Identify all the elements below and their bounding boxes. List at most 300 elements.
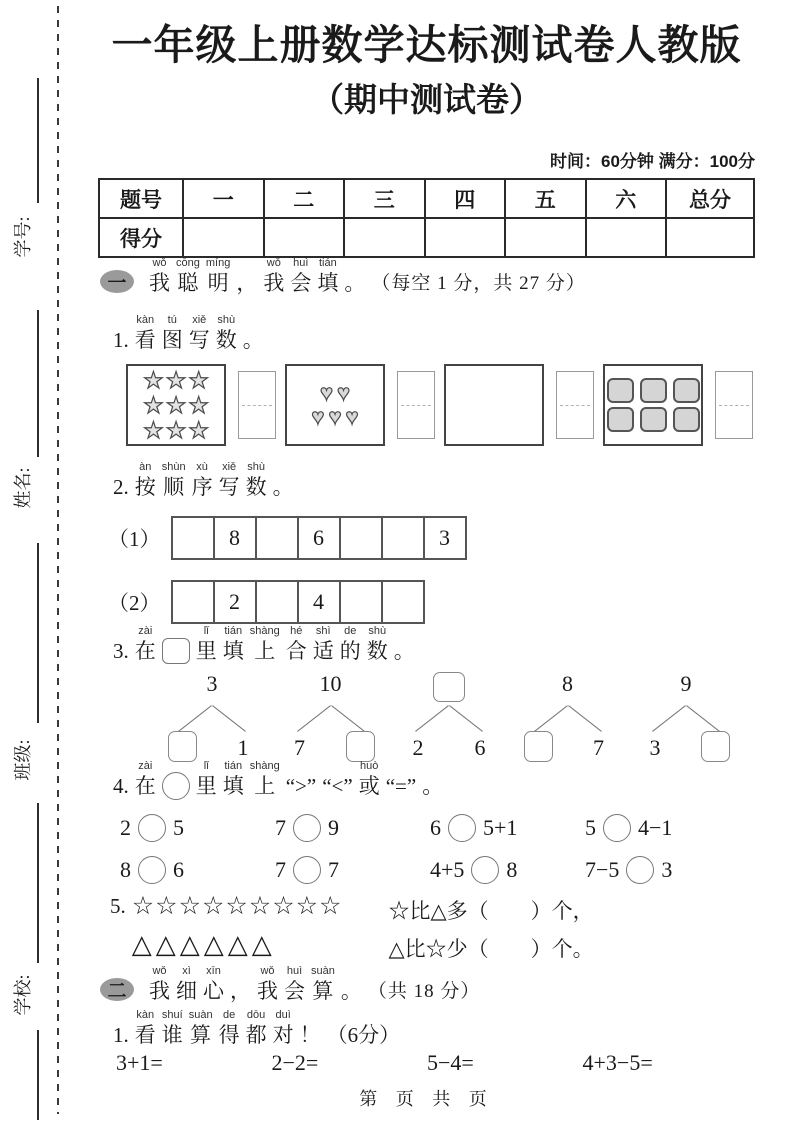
sequence-row	[108, 516, 467, 560]
star-icon: ★	[188, 367, 209, 393]
biscuit-icon	[640, 407, 667, 432]
hanzi-text: 会	[284, 979, 305, 1003]
student-id-label: 学号:	[13, 216, 33, 258]
number-bond	[634, 672, 738, 762]
section1-title-token	[206, 256, 230, 297]
pinyin-text: shùn	[161, 461, 186, 473]
page-footer: 第 页 共 页	[359, 1089, 494, 1109]
pinyin-text	[403, 624, 406, 638]
score-table-header-cell: 题号	[99, 179, 183, 218]
star-icon: ★	[143, 392, 164, 418]
heart-icon: ♥	[319, 380, 333, 405]
score-table	[98, 178, 755, 258]
binding-dashed-line	[57, 6, 59, 1114]
hanzi-text: ，	[230, 979, 251, 1003]
hanzi-text: 按	[134, 475, 156, 499]
comparison-left-value: 5	[585, 815, 596, 840]
picture-box-square	[603, 364, 703, 446]
student-info-blank-line[interactable]	[37, 1030, 39, 1120]
pinyin-text: tián	[224, 625, 243, 637]
comparison-answer-circle[interactable]	[293, 814, 321, 842]
hanzi-text: 1.	[113, 328, 129, 352]
question1-token	[216, 313, 237, 354]
pinyin-text: shàng	[249, 760, 280, 772]
question3-token	[196, 624, 217, 665]
comparison-right-value: 7	[328, 857, 339, 882]
count-answer-box[interactable]	[238, 371, 276, 439]
dashed-divider	[719, 405, 749, 406]
hanzi-text: 填	[317, 271, 339, 295]
pinyin-text: suàn	[188, 1009, 213, 1021]
hanzi-text: 我	[257, 979, 278, 1003]
pinyin-text	[477, 256, 480, 270]
bond-line-left	[534, 705, 568, 732]
pinyin-text: suàn	[311, 965, 335, 977]
pinyin-text: xiě	[222, 461, 237, 473]
pinyin-text	[174, 624, 177, 638]
pinyin-text	[119, 313, 122, 327]
question4-text	[110, 758, 446, 800]
comparison-item	[585, 814, 740, 842]
score-entry-cell[interactable]	[264, 218, 345, 257]
pinyin-text: shù	[247, 461, 265, 473]
bond-answer-box[interactable]	[524, 731, 553, 762]
section1-title-token	[317, 256, 338, 297]
bond-top-number: 10	[319, 671, 342, 696]
hanzi-text: 对	[272, 1023, 294, 1047]
section2-title-token	[203, 964, 224, 1005]
pinyin-text: shù	[368, 625, 387, 637]
comparison-item	[585, 856, 740, 884]
score-table-header-cell: 五	[505, 179, 586, 218]
school-label: 学校:	[13, 974, 33, 1016]
question1-token	[113, 313, 129, 354]
comparison-answer-circle[interactable]	[293, 856, 321, 884]
comparison-answer-circle[interactable]	[448, 814, 476, 842]
pinyin-text	[245, 256, 248, 270]
pinyin-text: wǒ	[152, 965, 167, 977]
hanzi-text: 顺	[163, 475, 185, 499]
bond-left-number: 3	[649, 735, 661, 760]
pinyin-text: cōng	[176, 257, 200, 269]
number-bond	[279, 672, 383, 762]
question3-token	[286, 624, 307, 665]
question3-number-bonds	[160, 672, 738, 762]
hanzi-text: 写	[218, 475, 240, 499]
section2-question1-token	[219, 1008, 240, 1049]
question1-text	[110, 313, 267, 354]
bond-line-left	[178, 705, 212, 732]
hanzi-text: 。	[344, 271, 366, 295]
dashed-divider	[560, 405, 590, 406]
biscuit-icon	[640, 378, 667, 403]
hanzi-text: 。	[242, 328, 264, 352]
comparison-right-value: 5+1	[483, 815, 518, 840]
hanzi-text: 算	[312, 979, 334, 1003]
bond-line-right	[449, 705, 483, 732]
pinyin-text	[336, 759, 339, 773]
calculation-problem[interactable]: 3+1=	[116, 1050, 163, 1075]
bond-answer-box[interactable]	[433, 672, 465, 702]
question2-token	[135, 460, 156, 501]
pinyin-text	[119, 624, 122, 638]
comparison-right-value: 5	[173, 815, 184, 840]
comparison-right-value: 8	[506, 857, 518, 882]
hanzi-text: 3.	[113, 639, 129, 663]
comparison-right-value: 6	[173, 857, 184, 882]
question2-text	[110, 460, 297, 501]
pinyin-text: hé	[290, 625, 303, 637]
hanzi-text: 。	[422, 774, 444, 798]
comparison-item	[275, 814, 430, 842]
question1-token	[162, 313, 183, 354]
class-label: 班级:	[13, 739, 33, 781]
question4-token	[113, 759, 129, 800]
picture-box-empty	[444, 364, 544, 446]
bond-answer-box[interactable]	[701, 731, 730, 762]
score-table-header-cell: 二	[264, 179, 345, 218]
section1-title-token	[263, 256, 284, 297]
count-answer-box[interactable]	[556, 371, 594, 439]
section1-title-token	[149, 256, 170, 297]
hanzi-text: 写	[188, 328, 210, 352]
question2-token	[162, 460, 186, 501]
question2-token	[219, 460, 240, 501]
score-table-header-cell: 总分	[666, 179, 754, 218]
pinyin-text: duì	[275, 1009, 291, 1021]
pinyin-text	[119, 759, 122, 773]
student-info-blank-line[interactable]	[37, 803, 39, 963]
question3-token	[250, 624, 280, 665]
pinyin-text	[252, 313, 255, 327]
sequence-row-label: （2）	[108, 591, 161, 615]
heart-icon: ♥	[337, 380, 351, 405]
question3-token	[367, 624, 388, 665]
bond-top-number: 8	[562, 671, 573, 696]
section1-title-token	[176, 256, 200, 297]
comparison-answer-circle[interactable]	[603, 814, 631, 842]
hanzi-text: 看	[134, 328, 156, 352]
question4-token	[196, 759, 217, 800]
student-info-blank-line[interactable]	[37, 78, 39, 203]
pinyin-text: de	[344, 625, 357, 637]
pinyin-text: tián	[318, 257, 337, 269]
sequence-blank-cell[interactable]	[255, 516, 299, 560]
hanzi-text: 上	[254, 639, 276, 663]
calculation-problem[interactable]: 5−4=	[427, 1050, 474, 1075]
biscuit-icon	[607, 378, 634, 403]
sequence-row	[108, 580, 467, 624]
section2-question1-token	[189, 1008, 213, 1049]
sequence-number-cell: 4	[297, 580, 341, 624]
comparison-item	[120, 856, 275, 884]
biscuit-icon	[673, 407, 700, 432]
question4-token	[223, 759, 244, 800]
score-table-header-row	[99, 179, 754, 218]
compare-sentence: △比☆少（ ）个。	[388, 937, 594, 961]
section2-question1-text	[110, 1008, 403, 1049]
bond-right-number: 6	[474, 735, 486, 760]
score-table-header-cell: 三	[344, 179, 425, 218]
hanzi-text: 合	[285, 639, 307, 663]
hanzi-text: 算	[190, 1023, 212, 1047]
score-entry-cell[interactable]	[183, 218, 264, 257]
comparison-right-value: 4−1	[638, 815, 673, 840]
hanzi-text: 数	[245, 475, 267, 499]
pinyin-text	[399, 759, 402, 773]
comparison-left-value: 7	[275, 815, 286, 840]
pinyin-text: kàn	[136, 1009, 155, 1021]
comparison-row	[120, 814, 740, 842]
picture-row	[142, 393, 210, 418]
bond-line-right	[686, 705, 720, 732]
bond-line-right	[212, 705, 246, 732]
question4-token	[322, 759, 353, 800]
section2-question1-token	[246, 1008, 267, 1049]
star-icon: ★	[165, 417, 187, 443]
hanzi-text: 。	[393, 639, 415, 663]
question1-token	[189, 313, 210, 354]
question3-blank-token	[162, 624, 190, 665]
pinyin-text: dōu	[246, 1009, 266, 1021]
section1-title-token	[371, 256, 586, 297]
sequence-blank-cell[interactable]	[381, 516, 425, 560]
pinyin-text: shì	[315, 625, 331, 637]
question2-token	[246, 460, 267, 501]
pinyin-text	[282, 460, 285, 474]
score-table-score-row	[99, 218, 754, 257]
calculation-problem[interactable]: 4+3−5=	[582, 1050, 653, 1075]
student-info-blank-line[interactable]	[37, 543, 39, 723]
question3-token	[394, 624, 415, 665]
bond-line-left	[297, 705, 331, 732]
section2-question1-token	[162, 1008, 183, 1049]
question4-blank-token	[162, 758, 190, 800]
picture-row	[142, 368, 210, 393]
score-entry-cell[interactable]	[586, 218, 667, 257]
comparison-item	[430, 856, 585, 884]
pinyin-text	[309, 1008, 312, 1022]
hanzi-text: 1.	[113, 1023, 129, 1047]
comparison-answer-circle[interactable]	[138, 856, 166, 884]
pinyin-text: shàng	[249, 625, 280, 637]
comparison-answer-circle[interactable]	[138, 814, 166, 842]
pinyin-text: wǒ	[260, 965, 275, 977]
pinyin-text: xiě	[192, 314, 207, 326]
pinyin-text: lǐ	[203, 760, 209, 772]
bond-right-number: 7	[593, 735, 604, 760]
comparison-left-value: 7−5	[585, 857, 620, 882]
section2-header	[100, 964, 483, 1005]
pinyin-text: kàn	[136, 314, 155, 326]
star-icon: ★	[143, 417, 164, 443]
sequence-number-cell: 2	[213, 580, 257, 624]
count-answer-box[interactable]	[397, 371, 435, 439]
picture-row	[318, 381, 352, 405]
score-table-header-cell: 四	[425, 179, 506, 218]
hanzi-text: 数	[366, 639, 388, 663]
picture-row	[309, 405, 360, 429]
section2-title-token	[257, 964, 278, 1005]
section2-title-token	[176, 964, 197, 1005]
section2-question1-token	[300, 1008, 321, 1049]
question5-compare-text	[388, 892, 593, 968]
section2-question1-token	[135, 1008, 156, 1049]
hanzi-text: 里	[195, 639, 217, 663]
hanzi-text: 谁	[161, 1023, 183, 1047]
pinyin-text: huì	[286, 965, 303, 977]
section2-question1-token	[273, 1008, 294, 1049]
hanzi-text: 心	[203, 979, 224, 1003]
question3-token	[113, 624, 129, 665]
bond-right-number: 1	[237, 735, 249, 760]
picture-group	[126, 364, 276, 446]
inline-answer-circle[interactable]	[162, 772, 190, 800]
dashed-divider	[242, 405, 272, 406]
bond-top-number: 3	[206, 671, 218, 696]
hanzi-text: 我	[149, 271, 170, 295]
exam-time-score-info: 时间：60分钟 满分：100分	[550, 152, 755, 171]
comparison-answer-circle[interactable]	[471, 856, 499, 884]
number-bond	[160, 672, 264, 762]
pinyin-text: tián	[224, 760, 243, 772]
pinyin-text	[299, 759, 302, 773]
hanzi-text: “=”	[385, 774, 417, 798]
comparison-right-value: 9	[328, 815, 339, 840]
page-title: 一年级上册数学达标测试卷人教版	[111, 22, 742, 68]
picture-group	[285, 364, 435, 446]
question3-token	[340, 624, 361, 665]
question3-text	[110, 624, 418, 665]
comparison-answer-circle[interactable]	[626, 856, 654, 884]
student-name-label: 姓名:	[13, 467, 33, 509]
sequence-blank-cell[interactable]	[255, 580, 299, 624]
section2-title-token	[311, 964, 335, 1005]
sequence-blank-cell[interactable]	[339, 580, 383, 624]
sequence-row-label: （1）	[108, 527, 161, 551]
comparison-item	[275, 856, 430, 884]
section1-title-token	[236, 256, 257, 297]
section2-title	[146, 964, 483, 1005]
picture-row	[604, 405, 703, 434]
pinyin-text: huò	[360, 760, 379, 772]
bond-top-number: 9	[680, 671, 692, 696]
hanzi-text: （每空 1 分，共 27 分）	[371, 273, 586, 294]
section2-title-token	[368, 964, 481, 1005]
hanzi-text: 填	[222, 774, 244, 798]
comparison-item	[430, 814, 585, 842]
sequence-blank-cell[interactable]	[381, 580, 425, 624]
hanzi-text: 都	[245, 1023, 267, 1047]
pinyin-text: de	[222, 1009, 236, 1021]
section1-title-token	[344, 256, 365, 297]
pinyin-text	[174, 758, 177, 772]
sequence-blank-cell[interactable]	[171, 516, 215, 560]
star-row: ☆☆☆☆☆☆☆☆☆	[131, 893, 343, 920]
picture-group	[444, 364, 594, 446]
exam-content	[98, 0, 755, 1122]
comparison-left-value: 4+5	[430, 857, 465, 882]
score-row-label: 得分	[99, 218, 183, 257]
calculation-problems	[116, 1050, 738, 1076]
dashed-divider	[401, 405, 431, 406]
pinyin-text: zài	[138, 760, 153, 772]
hanzi-text: 会	[290, 271, 312, 295]
sequence-blank-cell[interactable]	[339, 516, 383, 560]
hanzi-text: “<”	[322, 774, 353, 798]
score-entry-cell[interactable]	[425, 218, 506, 257]
pinyin-text	[239, 964, 242, 978]
score-entry-cell[interactable]	[505, 218, 586, 257]
question3-token	[223, 624, 244, 665]
pinyin-text	[431, 759, 434, 773]
hanzi-text: 序	[191, 475, 213, 499]
score-table-header-cell: 一	[183, 179, 264, 218]
hanzi-text: 上	[254, 774, 276, 798]
number-bond	[516, 672, 620, 762]
score-entry-cell[interactable]	[666, 218, 754, 257]
comparison-row	[120, 856, 740, 884]
pinyin-text: xù	[196, 461, 208, 473]
section1-title	[146, 256, 589, 297]
heart-icon: ♥	[311, 404, 325, 429]
bond-left-number: 2	[412, 735, 424, 760]
question3-token	[135, 624, 156, 665]
score-entry-cell[interactable]	[344, 218, 425, 257]
star-icon: ★	[143, 367, 164, 393]
picture-row	[142, 418, 210, 443]
picture-box-heart	[285, 364, 385, 446]
section1-title-token	[290, 256, 311, 297]
section1-badge: 一	[100, 270, 134, 293]
bond-line-left	[415, 705, 449, 732]
section2-title-token	[341, 964, 362, 1005]
calculation-problem[interactable]: 2−2=	[271, 1050, 319, 1075]
comparison-right-value: 3	[661, 857, 673, 882]
bond-line-right	[568, 705, 602, 732]
number-bond	[397, 672, 501, 762]
count-answer-box[interactable]	[715, 371, 753, 439]
comparison-item	[120, 814, 275, 842]
student-info-blank-line[interactable]	[37, 310, 39, 457]
question5-shapes	[132, 892, 343, 960]
question5-number: 5.	[110, 894, 126, 918]
compare-sentence: ☆比△多（ ）个，	[388, 899, 594, 923]
hanzi-text: 适	[312, 639, 334, 663]
pinyin-text: shuí	[161, 1009, 183, 1021]
pinyin-text	[353, 256, 356, 270]
hanzi-text: （6分）	[326, 1023, 401, 1047]
section2-badge: 二	[100, 978, 134, 1001]
comparison-left-value: 6	[430, 815, 441, 840]
question2-sequences	[108, 516, 467, 624]
hanzi-text: 细	[176, 979, 197, 1003]
star-icon: ★	[165, 367, 187, 393]
bond-line-right	[331, 705, 365, 732]
hanzi-text: 的	[339, 639, 361, 663]
star-icon: ★	[188, 417, 209, 443]
inline-answer-box[interactable]	[162, 638, 190, 664]
sequence-blank-cell[interactable]	[171, 580, 215, 624]
hanzi-text: 里	[195, 774, 217, 798]
pinyin-text: àn	[139, 461, 152, 473]
hanzi-text: 图	[161, 328, 183, 352]
hanzi-text: （共 18 分）	[367, 981, 481, 1002]
biscuit-icon	[607, 407, 634, 432]
pinyin-text: xì	[182, 965, 191, 977]
question1-pictures	[126, 364, 753, 446]
pinyin-text	[119, 1008, 122, 1022]
